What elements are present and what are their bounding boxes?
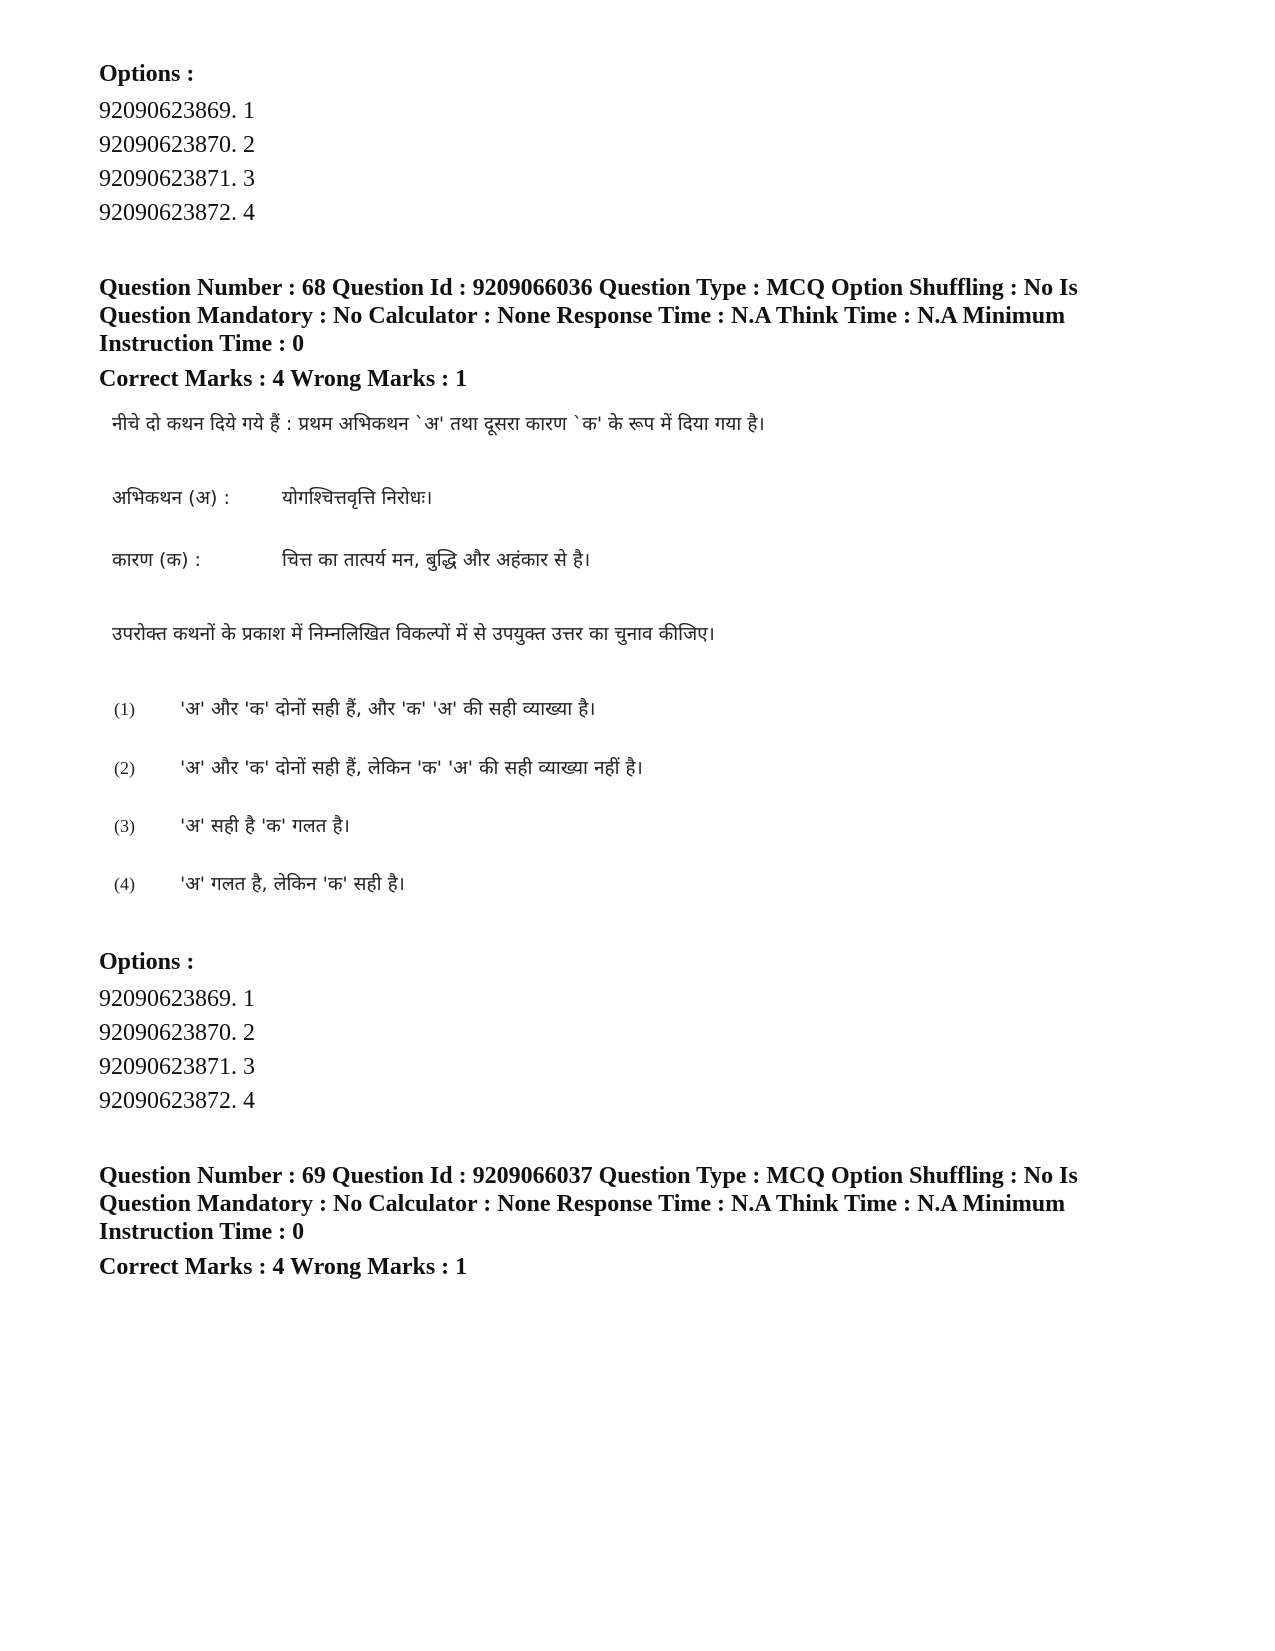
choice-text: 'अ' और 'क' दोनों सही हैं, लेकिन 'क' 'अ' की सही व्याख्या नहीं है। — [180, 757, 643, 779]
choice-number: (2) — [114, 758, 135, 778]
question-header — [99, 274, 1159, 393]
choice-text: 'अ' गलत है, लेकिन 'क' सही है। — [180, 873, 405, 895]
option-item: 92090623871. 3 — [99, 166, 255, 192]
question-meta-line: Instruction Time : 0 — [99, 331, 305, 357]
assertion-text: योगश्चित्तवृत्ति निरोधः। — [282, 487, 433, 509]
answer-choice — [114, 695, 596, 721]
options-heading: Options : — [99, 61, 195, 87]
question-instruction: उपरोक्त कथनों के प्रकाश में निम्नलिखित विकल्पों में से उपयुक्त उत्तर का चुनाव कीजिए। — [112, 623, 715, 645]
choice-text: 'अ' और 'क' दोनों सही हैं, और 'क' 'अ' की सही व्याख्या है। — [180, 698, 596, 720]
options-block — [99, 948, 255, 1118]
question-header — [99, 1162, 1159, 1281]
question-marks: Correct Marks : 4 Wrong Marks : 1 — [99, 366, 468, 392]
reason-label: कारण (क) : — [112, 549, 201, 571]
options-heading: Options : — [99, 949, 195, 975]
choice-number: (3) — [114, 816, 135, 836]
assertion-statement — [112, 484, 432, 510]
answer-choice — [114, 754, 643, 780]
question-intro: नीचे दो कथन दिये गये हैं : प्रथम अभिकथन `अ' तथा दूसरा कारण `क' के रूप में दिया गया है। — [112, 413, 765, 435]
option-item: 92090623869. 1 — [99, 98, 255, 124]
choice-text: 'अ' सही है 'क' गलत है। — [180, 815, 350, 837]
question-marks: Correct Marks : 4 Wrong Marks : 1 — [99, 1254, 468, 1280]
question-meta-line: Question Mandatory : No Calculator : None Response Time : N.A Think Time : N.A Minimum — [99, 1191, 1066, 1217]
option-item: 92090623872. 4 — [99, 1088, 255, 1114]
assertion-label: अभिकथन (अ) : — [112, 487, 230, 509]
option-item: 92090623870. 2 — [99, 132, 255, 158]
reason-text: चित्त का तात्पर्य मन, बुद्धि और अहंकार से है। — [282, 549, 591, 571]
answer-choice — [114, 870, 405, 896]
answer-choice — [114, 812, 350, 838]
option-item: 92090623870. 2 — [99, 1020, 255, 1046]
question-meta-line: Instruction Time : 0 — [99, 1219, 305, 1245]
option-item: 92090623872. 4 — [99, 200, 255, 226]
reason-statement — [112, 546, 590, 572]
choice-number: (4) — [114, 874, 135, 894]
options-block — [99, 60, 255, 230]
question-meta-line: Question Number : 69 Question Id : 9209066037 Question Type : MCQ Option Shuffling : No Is — [99, 1163, 1078, 1189]
option-item: 92090623869. 1 — [99, 986, 255, 1012]
question-meta-line: Question Mandatory : No Calculator : None Response Time : N.A Think Time : N.A Minimum — [99, 303, 1066, 329]
question-meta-line: Question Number : 68 Question Id : 9209066036 Question Type : MCQ Option Shuffling : No Is — [99, 275, 1078, 301]
choice-number: (1) — [114, 699, 135, 719]
option-item: 92090623871. 3 — [99, 1054, 255, 1080]
